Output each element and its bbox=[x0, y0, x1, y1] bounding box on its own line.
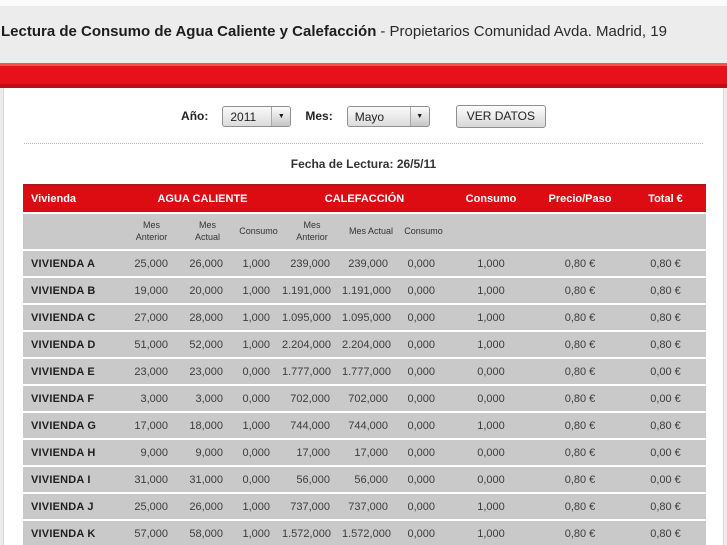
month-label: Mes: bbox=[305, 109, 333, 123]
value-cell: 28,000 bbox=[180, 305, 235, 330]
value-cell: 0,000 bbox=[447, 359, 535, 384]
value-cell: 0,000 bbox=[235, 359, 282, 384]
value-cell: 0,80 € bbox=[625, 278, 706, 303]
column-header-agua-caliente: AGUA CALIENTE bbox=[123, 184, 282, 212]
value-cell: 0,80 € bbox=[535, 305, 625, 330]
filter-controls bbox=[4, 88, 723, 128]
value-cell: 0,80 € bbox=[535, 521, 625, 545]
vivienda-name: VIVIENDA F bbox=[23, 386, 123, 411]
value-cell: 9,000 bbox=[180, 440, 235, 465]
subcolumn-consumo-ac: Consumo bbox=[235, 214, 282, 249]
value-cell: 1,000 bbox=[235, 305, 282, 330]
vivienda-name: VIVIENDA A bbox=[23, 251, 123, 276]
value-cell: 26,000 bbox=[180, 251, 235, 276]
value-cell: 0,000 bbox=[400, 467, 447, 492]
value-cell: 0,000 bbox=[235, 467, 282, 492]
value-cell: 1,000 bbox=[235, 494, 282, 519]
year-select[interactable] bbox=[222, 106, 291, 127]
value-cell: 0,000 bbox=[447, 440, 535, 465]
value-cell: 0,80 € bbox=[535, 440, 625, 465]
value-cell: 0,00 € bbox=[625, 386, 706, 411]
value-cell: 702,000 bbox=[282, 386, 342, 411]
subcolumn-mes-anterior-ac: Mes Anterior bbox=[123, 214, 180, 249]
view-data-button[interactable]: VER DATOS bbox=[456, 105, 546, 128]
value-cell: 0,80 € bbox=[535, 494, 625, 519]
page-title-subtitle: - Propietarios Comunidad Avda. Madrid, 19 bbox=[380, 23, 667, 40]
value-cell: 0,80 € bbox=[535, 467, 625, 492]
content-area bbox=[3, 88, 724, 545]
month-select[interactable] bbox=[347, 106, 430, 127]
vivienda-name: VIVIENDA D bbox=[23, 332, 123, 357]
subcolumn-mes-actual-cal: Mes Actual bbox=[342, 214, 400, 249]
value-cell: 20,000 bbox=[180, 278, 235, 303]
value-cell: 737,000 bbox=[282, 494, 342, 519]
value-cell: 57,000 bbox=[123, 521, 180, 545]
value-cell: 18,000 bbox=[180, 413, 235, 438]
vivienda-name: VIVIENDA C bbox=[23, 305, 123, 330]
subheader-spacer bbox=[23, 214, 123, 249]
table-row bbox=[23, 386, 706, 411]
value-cell: 31,000 bbox=[123, 467, 180, 492]
value-cell: 1,000 bbox=[447, 494, 535, 519]
value-cell: 0,80 € bbox=[535, 278, 625, 303]
value-cell: 19,000 bbox=[123, 278, 180, 303]
value-cell: 0,80 € bbox=[535, 386, 625, 411]
table-body bbox=[23, 251, 706, 545]
value-cell: 1.572,000 bbox=[282, 521, 342, 545]
subcolumn-consumo-cal: Consumo bbox=[400, 214, 447, 249]
value-cell: 1,000 bbox=[447, 305, 535, 330]
table-row bbox=[23, 440, 706, 465]
value-cell: 0,80 € bbox=[625, 305, 706, 330]
table-row bbox=[23, 251, 706, 276]
value-cell: 0,00 € bbox=[625, 359, 706, 384]
value-cell: 239,000 bbox=[282, 251, 342, 276]
value-cell: 0,000 bbox=[400, 440, 447, 465]
value-cell: 58,000 bbox=[180, 521, 235, 545]
reading-date-value: 26/5/11 bbox=[396, 157, 437, 171]
value-cell: 1,000 bbox=[235, 413, 282, 438]
page-title bbox=[0, 0, 727, 63]
value-cell: 23,000 bbox=[123, 359, 180, 384]
column-header-precio-paso: Precio/Paso bbox=[535, 184, 625, 212]
value-cell: 9,000 bbox=[123, 440, 180, 465]
value-cell: 0,80 € bbox=[625, 251, 706, 276]
chevron-down-icon[interactable]: ▼ bbox=[271, 107, 290, 126]
value-cell: 0,80 € bbox=[625, 413, 706, 438]
value-cell: 1.191,000 bbox=[342, 278, 400, 303]
value-cell: 737,000 bbox=[342, 494, 400, 519]
value-cell: 0,000 bbox=[400, 413, 447, 438]
table-row bbox=[23, 332, 706, 357]
value-cell: 1.572,000 bbox=[342, 521, 400, 545]
value-cell: 31,000 bbox=[180, 467, 235, 492]
subheader-spacer bbox=[535, 214, 625, 249]
value-cell: 17,000 bbox=[123, 413, 180, 438]
table-row bbox=[23, 359, 706, 384]
value-cell: 3,000 bbox=[180, 386, 235, 411]
table-row bbox=[23, 494, 706, 519]
value-cell: 1.095,000 bbox=[342, 305, 400, 330]
value-cell: 51,000 bbox=[123, 332, 180, 357]
value-cell: 0,000 bbox=[235, 386, 282, 411]
value-cell: 0,000 bbox=[400, 386, 447, 411]
table-row bbox=[23, 521, 706, 545]
red-accent-band bbox=[0, 63, 727, 88]
value-cell: 0,00 € bbox=[625, 440, 706, 465]
value-cell: 25,000 bbox=[123, 251, 180, 276]
value-cell: 0,80 € bbox=[625, 521, 706, 545]
value-cell: 0,80 € bbox=[625, 332, 706, 357]
value-cell: 0,000 bbox=[447, 467, 535, 492]
value-cell: 2.204,000 bbox=[342, 332, 400, 357]
column-header-calefaccion: CALEFACCIÓN bbox=[282, 184, 447, 212]
value-cell: 52,000 bbox=[180, 332, 235, 357]
value-cell: 2.204,000 bbox=[282, 332, 342, 357]
value-cell: 1.095,000 bbox=[282, 305, 342, 330]
value-cell: 17,000 bbox=[342, 440, 400, 465]
value-cell: 27,000 bbox=[123, 305, 180, 330]
value-cell: 1,000 bbox=[447, 332, 535, 357]
value-cell: 1,000 bbox=[447, 413, 535, 438]
chevron-down-icon[interactable]: ▼ bbox=[410, 107, 429, 126]
value-cell: 0,000 bbox=[400, 305, 447, 330]
value-cell: 17,000 bbox=[282, 440, 342, 465]
value-cell: 0,80 € bbox=[535, 251, 625, 276]
value-cell: 26,000 bbox=[180, 494, 235, 519]
page-title-main: Lectura de Consumo de Agua Caliente y Calefacción bbox=[1, 23, 377, 40]
value-cell: 0,000 bbox=[400, 359, 447, 384]
subcolumn-mes-actual-ac: Mes Actual bbox=[180, 214, 235, 249]
subheader-spacer bbox=[447, 214, 535, 249]
value-cell: 0,00 € bbox=[625, 467, 706, 492]
value-cell: 23,000 bbox=[180, 359, 235, 384]
value-cell: 239,000 bbox=[342, 251, 400, 276]
month-select-value: Mayo bbox=[354, 109, 385, 124]
vivienda-name: VIVIENDA E bbox=[23, 359, 123, 384]
value-cell: 1,000 bbox=[447, 251, 535, 276]
value-cell: 0,000 bbox=[400, 278, 447, 303]
value-cell: 1,000 bbox=[447, 521, 535, 545]
value-cell: 744,000 bbox=[342, 413, 400, 438]
value-cell: 1.191,000 bbox=[282, 278, 342, 303]
value-cell: 0,80 € bbox=[535, 413, 625, 438]
subheader-spacer bbox=[625, 214, 706, 249]
vivienda-name: VIVIENDA I bbox=[23, 467, 123, 492]
value-cell: 0,80 € bbox=[535, 332, 625, 357]
value-cell: 0,000 bbox=[400, 332, 447, 357]
vivienda-name: VIVIENDA B bbox=[23, 278, 123, 303]
vivienda-name: VIVIENDA K bbox=[23, 521, 123, 545]
column-header-consumo: Consumo bbox=[447, 184, 535, 212]
value-cell: 1,000 bbox=[235, 251, 282, 276]
value-cell: 0,000 bbox=[400, 494, 447, 519]
value-cell: 702,000 bbox=[342, 386, 400, 411]
value-cell: 3,000 bbox=[123, 386, 180, 411]
reading-date-label: Fecha de Lectura: bbox=[290, 157, 394, 171]
dotted-divider bbox=[24, 143, 703, 144]
value-cell: 0,000 bbox=[235, 440, 282, 465]
year-label: Año: bbox=[181, 109, 209, 123]
table-row bbox=[23, 305, 706, 330]
consumption-table bbox=[23, 182, 706, 545]
value-cell: 1,000 bbox=[235, 521, 282, 545]
vivienda-name: VIVIENDA H bbox=[23, 440, 123, 465]
column-header-vivienda: Vivienda bbox=[23, 184, 123, 212]
table-row bbox=[23, 278, 706, 303]
value-cell: 25,000 bbox=[123, 494, 180, 519]
subcolumn-mes-anterior-cal: Mes Anterior bbox=[282, 214, 342, 249]
value-cell: 1.777,000 bbox=[282, 359, 342, 384]
value-cell: 56,000 bbox=[282, 467, 342, 492]
value-cell: 0,000 bbox=[400, 521, 447, 545]
value-cell: 1,000 bbox=[447, 278, 535, 303]
value-cell: 0,80 € bbox=[535, 359, 625, 384]
value-cell: 56,000 bbox=[342, 467, 400, 492]
vivienda-name: VIVIENDA G bbox=[23, 413, 123, 438]
vivienda-name: VIVIENDA J bbox=[23, 494, 123, 519]
year-select-value: 2011 bbox=[230, 109, 257, 124]
value-cell: 1,000 bbox=[235, 278, 282, 303]
table-header-row bbox=[23, 184, 706, 212]
value-cell: 0,80 € bbox=[625, 494, 706, 519]
table-row bbox=[23, 467, 706, 492]
table-subheader-row bbox=[23, 214, 706, 249]
value-cell: 1.777,000 bbox=[342, 359, 400, 384]
table-row bbox=[23, 413, 706, 438]
value-cell: 0,000 bbox=[400, 251, 447, 276]
value-cell: 744,000 bbox=[282, 413, 342, 438]
value-cell: 0,000 bbox=[447, 386, 535, 411]
value-cell: 1,000 bbox=[235, 332, 282, 357]
reading-date bbox=[4, 157, 723, 182]
column-header-total: Total € bbox=[625, 184, 706, 212]
